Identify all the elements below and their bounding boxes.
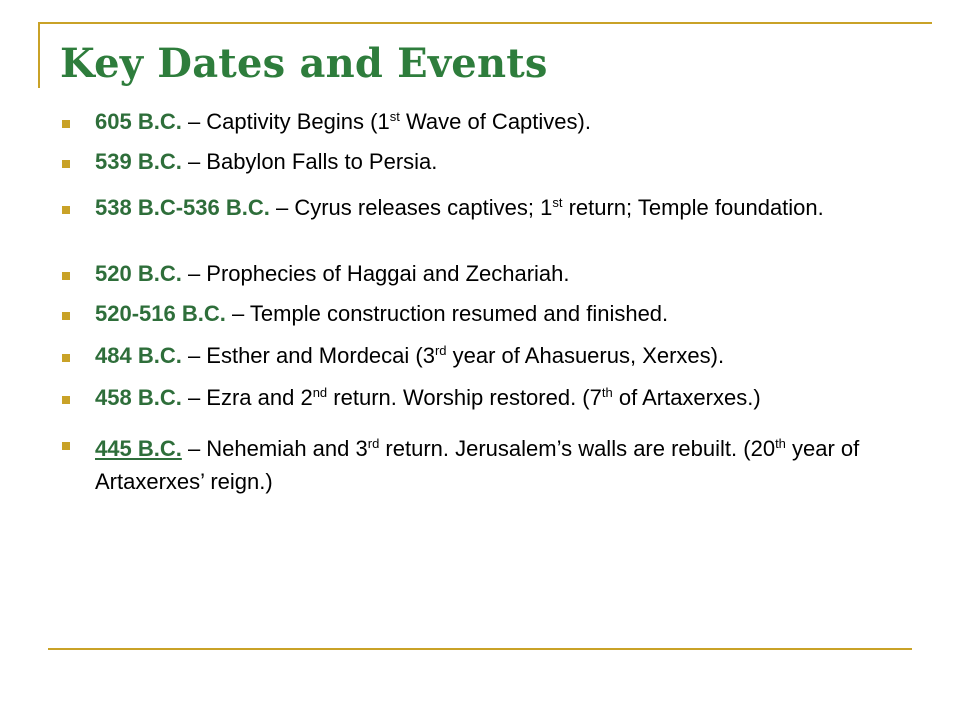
bullet-superscript: rd — [367, 436, 380, 451]
square-bullet-icon — [62, 120, 70, 128]
bullet-superscript: th — [601, 385, 613, 400]
bullet-text: – Esther and Mordecai (3 — [181, 343, 435, 368]
bullet-superscript: st — [389, 109, 400, 124]
bullet-text: – Captivity Begins (1 — [181, 109, 390, 134]
bullet-item-539bc — [60, 150, 437, 174]
bullet-item-520-516bc — [60, 302, 668, 326]
bullet-superscript: th — [775, 436, 786, 451]
bullet-item-458bc — [60, 386, 761, 410]
frame-left-line — [38, 22, 40, 88]
bullet-text: – Temple construction resumed and finished. — [225, 301, 669, 326]
square-bullet-icon — [62, 206, 70, 214]
square-bullet-icon — [62, 354, 70, 362]
bullet-date: 520 B.C. — [95, 261, 182, 286]
bullet-item-520bc — [60, 262, 570, 286]
bullet-item-484bc — [60, 344, 724, 368]
frame-bottom-line — [48, 648, 912, 650]
bullet-text: Wave of Captives). — [399, 109, 591, 134]
bullet-date: 539 B.C. — [95, 149, 182, 174]
bullet-item-538-536bc — [60, 196, 824, 219]
bullet-text: – Babylon Falls to Persia. — [181, 149, 438, 174]
bullet-superscript: rd — [434, 343, 447, 358]
bullet-text: year of Ahasuerus, Xerxes). — [446, 343, 725, 368]
bullet-text: return; Temple foundation. — [562, 195, 824, 220]
square-bullet-icon — [62, 396, 70, 404]
bullet-date: 520-516 B.C. — [95, 301, 226, 326]
bullet-date: 538 B.C-536 B.C. — [95, 195, 270, 220]
bullet-date: 605 B.C. — [95, 109, 182, 134]
bullet-text: year of Artaxerxes’ reign.) — [95, 436, 860, 494]
square-bullet-icon — [62, 442, 70, 450]
bullet-text: – Prophecies of Haggai and Zechariah. — [181, 261, 570, 286]
square-bullet-icon — [62, 160, 70, 168]
bullet-date: 458 B.C. — [95, 385, 182, 410]
bullet-text: – Ezra and 2 — [181, 385, 313, 410]
bullet-date: 484 B.C. — [95, 343, 182, 368]
bullet-item-605bc — [60, 110, 591, 134]
frame-top-line — [38, 22, 932, 24]
bullet-superscript: nd — [312, 385, 328, 400]
bullet-text: – Nehemiah and 3 — [181, 436, 368, 461]
bullet-text: return. Worship restored. (7 — [327, 385, 602, 410]
bullet-superscript: st — [552, 195, 563, 210]
square-bullet-icon — [62, 272, 70, 280]
bullet-item-445bc — [60, 432, 940, 498]
square-bullet-icon — [62, 312, 70, 320]
bullet-date-link[interactable]: 445 B.C. — [95, 436, 182, 461]
bullet-text: – Cyrus releases captives; 1 — [269, 195, 553, 220]
slide-title: Key Dates and Events — [60, 40, 548, 87]
bullet-text: of Artaxerxes.) — [612, 385, 761, 410]
bullet-text: return. Jerusalem’s walls are rebuilt. (20 — [379, 436, 776, 461]
